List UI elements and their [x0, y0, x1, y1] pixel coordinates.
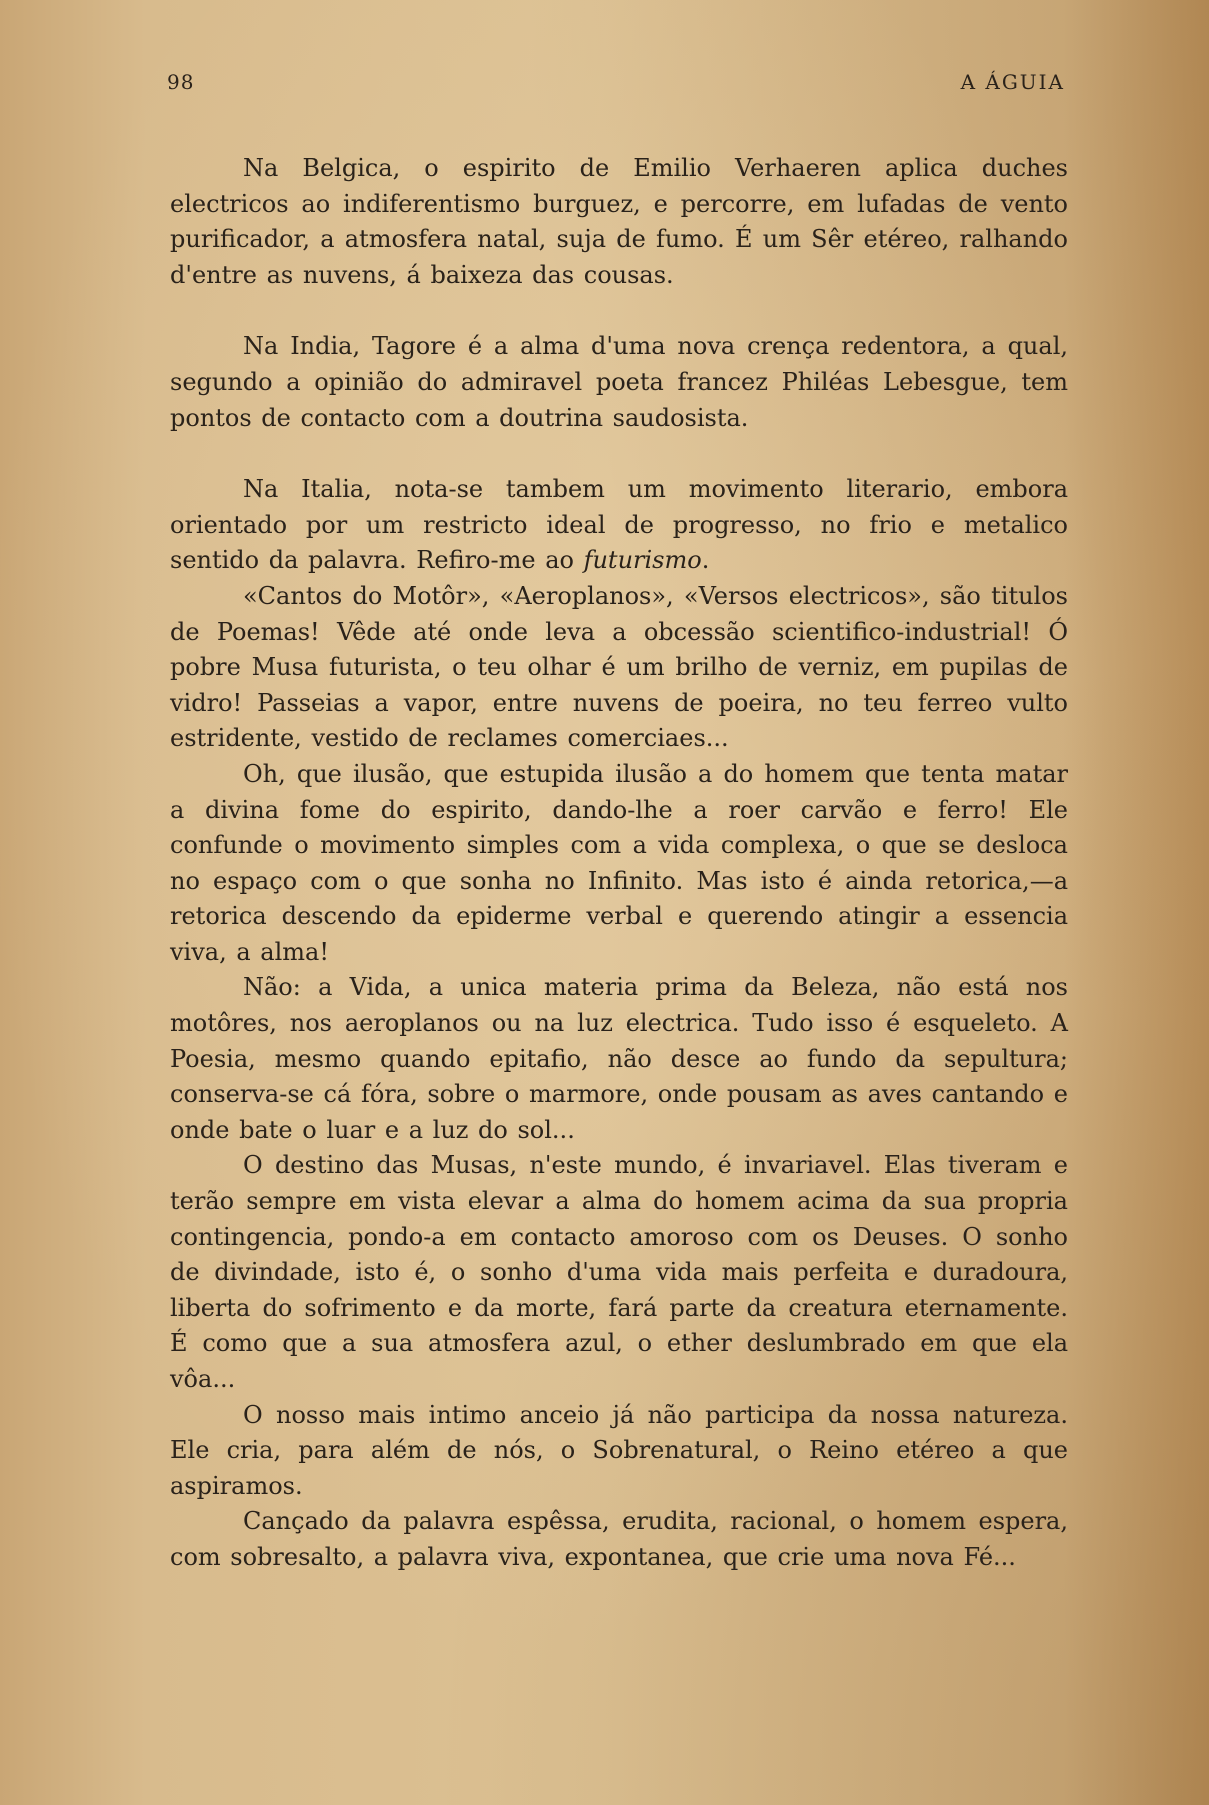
- paragraph-italia-tail: .: [701, 546, 710, 575]
- paragraph-cantos: «Cantos do Motôr», «Aeroplanos», «Versos electricos», são titulos de Poemas! Vêde até onde leva a obcessão scientifico-industrial! Ó pobre Musa futurista, o teu olhar é um brilho de verniz, em pupilas de vidro! Passeias a vapor, entre nuvens de poeira, no teu ferreo vulto estridente, vestido de reclames comerciaes...: [170, 581, 1068, 753]
- page-number: 98: [167, 70, 195, 94]
- running-title: A ÁGUIA: [960, 70, 1065, 94]
- body-text: [170, 151, 1068, 1576]
- paragraph-anceio: O nosso mais intimo anceio já não participa da nossa natureza. Ele cria, para além de nós, o Sobrenatural, o Reino etéreo a que aspiramos.: [170, 1400, 1068, 1500]
- paragraph-belgica: Na Belgica, o espirito de Emilio Verhaeren aplica duches electricos ao indiferentismo burguez, e percorre, em lufadas de vento purificador, a atmosfera natal, suja de fumo. É um Sêr etéreo, ralhando d'entre as nuvens, á baixeza das cousas.: [170, 154, 1068, 289]
- paragraph-vida: Não: a Vida, a unica materia prima da Beleza, não está nos motôres, nos aeroplanos ou na luz electrica. Tudo isso é esqueleto. A Poesia, mesmo quando epitafio, não desce ao fundo da sepultura; conserva-se cá fóra, sobre o marmore, onde pousam as aves cantando e onde bate o luar e a luz do sol...: [170, 973, 1068, 1144]
- paragraph-ilusao: Oh, que ilusão, que estupida ilusão a do homem que tenta matar a divina fome do espirito, dando-lhe a roer carvão e ferro! Ele confunde o movimento simples com a vida complexa, o que se desloca no espaço com o que sonha no Infinito. Mas isto é ainda retorica,—a retorica descendo da epiderme verbal e querendo atingir a essencia viva, a alma!: [170, 759, 1068, 966]
- page-header: [167, 70, 1065, 100]
- paragraph-palavra: Cançado da palavra espêssa, erudita, racional, o homem espera, com sobresalto, a palavra viva, expontanea, que crie uma nova Fé...: [170, 1507, 1068, 1571]
- futurismo-emphasis: futurismo: [583, 546, 702, 575]
- paragraph-musas: O destino das Musas, n'este mundo, é invariavel. Elas tiveram e terão sempre em vista elevar a alma do homem acima da sua propria contingencia, pondo-a em contacto amoroso com os Deuses. O sonho de divindade, isto é, o sonho d'uma vida mais perfeita e duradoura, liberta do sofrimento e da morte, fará parte da creatura eternamente. É como que a sua atmosfera azul, o ether deslumbrado em que ela vôa...: [170, 1151, 1068, 1393]
- paragraph-italia: [170, 472, 1068, 579]
- paragraph-italia-text: Na Italia, nota-se tambem um movimento literario, embora orientado por um restricto ideal de progresso, no frio e metalico sentido da palavra. Refiro-me ao: [170, 475, 1068, 575]
- paragraph-india: Na India, Tagore é a alma d'uma nova crença redentora, a qual, segundo a opinião do admiravel poeta francez Philéas Lebesgue, tem pontos de contacto com a doutrina saudosista.: [170, 332, 1068, 432]
